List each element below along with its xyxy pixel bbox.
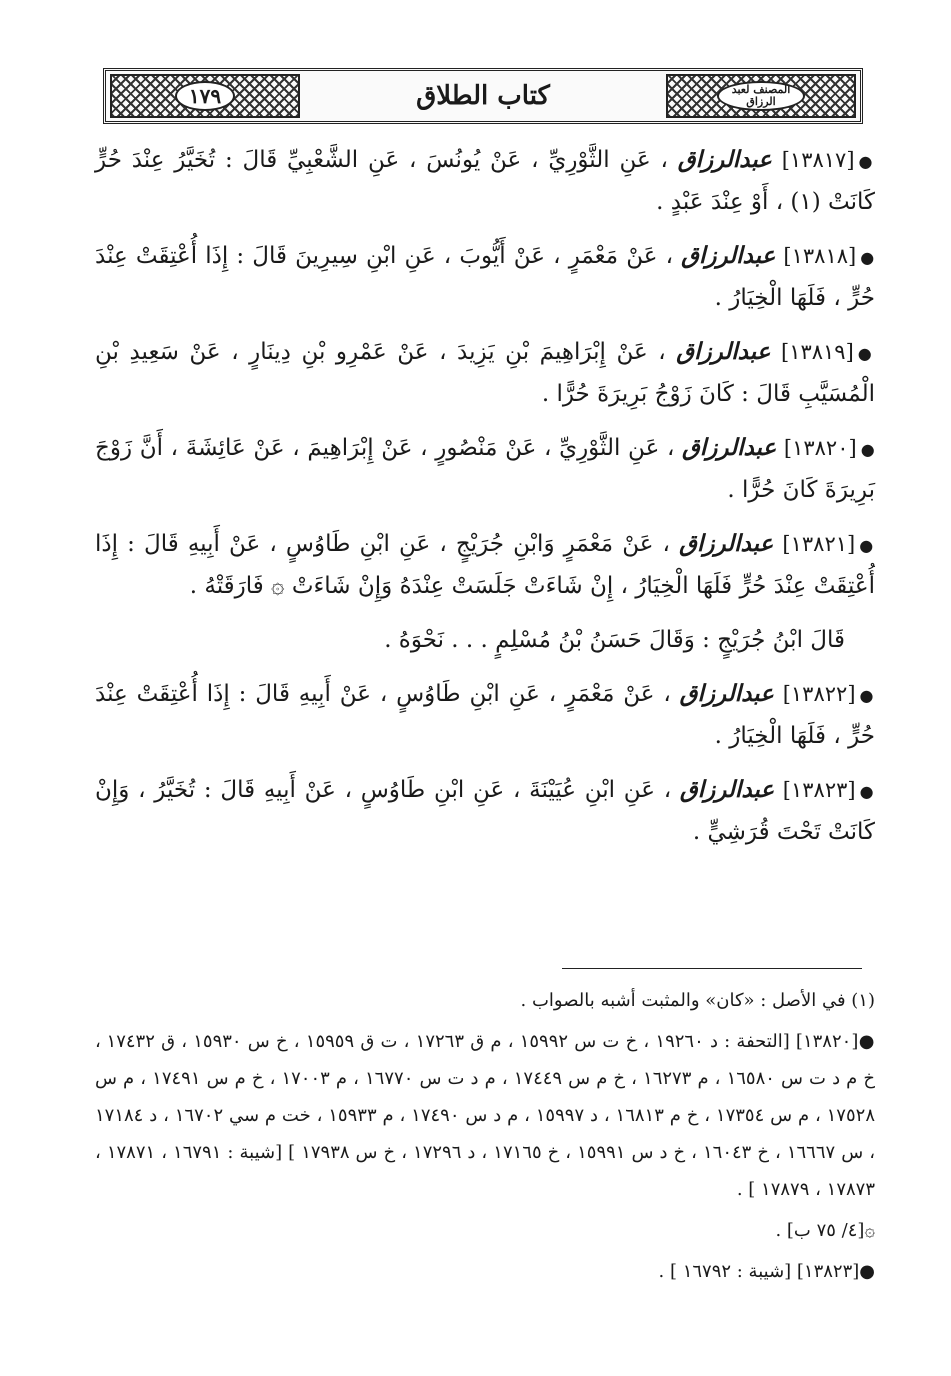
book-logo: المصنف لعبد الرزاق [717,81,805,111]
bullet-icon: ● [859,536,875,555]
hadith-number: [١٣٨٢١] [782,532,856,556]
hadith-number: [١٣٨١٨] [783,244,857,268]
footnote-1: (١) في الأصل : «كان» والمثبت أشبه بالصواب . [520,990,875,1011]
bullet-icon: ● [860,440,876,459]
ornament-left [110,74,300,118]
hadith-number: [١٣٨٢٢] [782,682,856,706]
footnotes [95,982,875,1294]
bullet-icon: ● [859,782,875,801]
hadith-entry [95,674,875,756]
author-name: عبدالرزاق [679,530,774,557]
folio-marker: ۞[٤/ ٧٥ ب] . [775,1220,875,1241]
author-name: عبدالرزاق [679,776,775,803]
bullet-icon: ● [857,344,876,363]
author-name: عبدالرزاق [681,242,776,269]
hadith-entry [95,140,875,222]
hadith-entry [95,770,875,852]
hadith-entry [95,236,875,318]
page-number: ١٧٩ [175,81,235,111]
bullet-icon: ● [860,248,876,267]
page-header [103,68,863,124]
hadith-text: ، عَنِ الثَّوْرِيِّ ، عَنْ يُونُسَ ، عَنِ الشَّعْبِيِّ قَالَ : تُخَيَّرُ عِنْدَ حُرٍّ كَانَتْ (١) ، أَوْ عِنْدَ عَبْدٍ . [95,147,875,215]
chapter-title: كتاب الطلاق [416,81,550,111]
hadith-number: [١٣٨٢٠] [783,436,857,460]
author-name: عبدالرزاق [677,146,772,173]
hadith-entry [95,428,875,510]
hadith-text: ، عَنْ مَعْمَرٍ وَابْنِ جُرَيْجٍ ، عَنِ ابْنِ طَاوُسٍ ، عَنْ أَبِيهِ قَالَ : إِذَا أُعْتِقَتْ عِنْدَ حُرٍّ فَلَهَا الْخِيَارُ ، إِنْ شَاءَتْ جَلَسَتْ عِنْدَهُ وَإِنْ شَاءَتْ ۞ فَارَقَتْهُ . [95,531,875,599]
author-name: عبدالرزاق [682,434,777,461]
footnote-divider [562,968,862,969]
hadith-text: ، عَنْ إِبْرَاهِيمَ بْنِ يَزِيدَ ، عَنْ عَمْرِو بْنِ دِينَارٍ ، عَنْ سَعِيدِ بْنِ الْمُسَيَّبِ قَالَ : كَانَ زَوْجُ بَرِيرَةَ حُرًّا . [95,339,875,407]
hadith-followup: قَالَ ابْنُ جُرَيْجٍ : وَقَالَ حَسَنُ بْنُ مُسْلِمٍ . . . نَحْوَهُ . [384,627,845,653]
author-name: عبدالرزاق [676,338,771,365]
hadith-text: ، عَنِ الثَّوْرِيِّ ، عَنْ مَنْصُورٍ ، عَنْ إِبْرَاهِيمَ ، عَنْ عَائِشَةَ ، أَنَّ زَوْجَ بَرِيرَةَ كَانَ حُرًّا . [95,435,875,503]
hadith-number: [١٣٨١٧] [781,148,855,172]
author-name: عبدالرزاق [679,680,774,707]
hadith-text: ، عَنِ ابْنِ عُيَيْنَةَ ، عَنِ ابْنِ طَاوُسٍ ، عَنْ أَبِيهِ قَالَ : تُخَيَّرُ ، وَإِنْ كَانَتْ تَحْتَ قُرَشِيٍّ . [95,777,875,845]
hadith-text: ، عَنْ مَعْمَرٍ ، عَنْ أَيُّوبَ ، عَنِ ابْنِ سِيرِينَ قَالَ : إِذَا أُعْتِقَتْ عِنْدَ حُرٍّ ، فَلَهَا الْخِيَارُ . [95,243,875,311]
bullet-icon: ● [858,152,875,171]
hadith-entry [95,524,875,606]
reference-13820: ●[١٣٨٢٠] [التحفة : د ١٩٢٦٠ ، خ ت س ١٥٩٩٢ ، م ق ١٧٢٦٣ ، ت ق ١٥٩٥٩ ، خ س ١٥٩٣٠ ، ق ١٧٤٣٢ ، خ م د ت س ١٦٥٨٠ ، م ١٦٢٧٣ ، خ م س ١٧٤٤٩ ، م د ت س ١٦٧٧٠ ، م ١٧٠٠٣ ، خ م س ١٧٤٩١ ، م س ١٧٥٢٨ ، م س ١٧٣٥٤ ، خ م ١٦٨١٣ ، د ١٥٩٩٧ ، م د س ١٧٤٩٠ ، م ١٥٩٣٣ ، خت م سي ١٦٧٠٢ ، د ١٧١٨٤ ، س ١٦٦٦٧ ، خ ١٦٠٤٣ ، خ د س ١٥٩٩١ ، خ ١٧١٦٥ ، د ١٧٢٩٦ ، خ س ١٧٩٣٨ ] [شيبة : ١٦٧٩١ ، ١٧٨٧١ ، ١٧٨٧٣ ، ١٧٨٧٩ ] . [95,1031,876,1200]
main-text [95,140,875,866]
hadith-number: [١٣٨١٩] [780,340,854,364]
hadith-entry [95,332,875,414]
ornament-right [666,74,856,118]
bullet-icon: ● [859,686,876,705]
hadith-number: [١٣٨٢٣] [782,778,856,802]
hadith-text: ، عَنْ مَعْمَرٍ ، عَنِ ابْنِ طَاوُسٍ ، عَنْ أَبِيهِ قَالَ : إِذَا أُعْتِقَتْ عِنْدَ حُرٍّ ، فَلَهَا الْخِيَارُ . [95,681,875,749]
reference-13823: ●[١٣٨٢٣] [شيبة : ١٦٧٩٢ ] . [658,1261,875,1282]
